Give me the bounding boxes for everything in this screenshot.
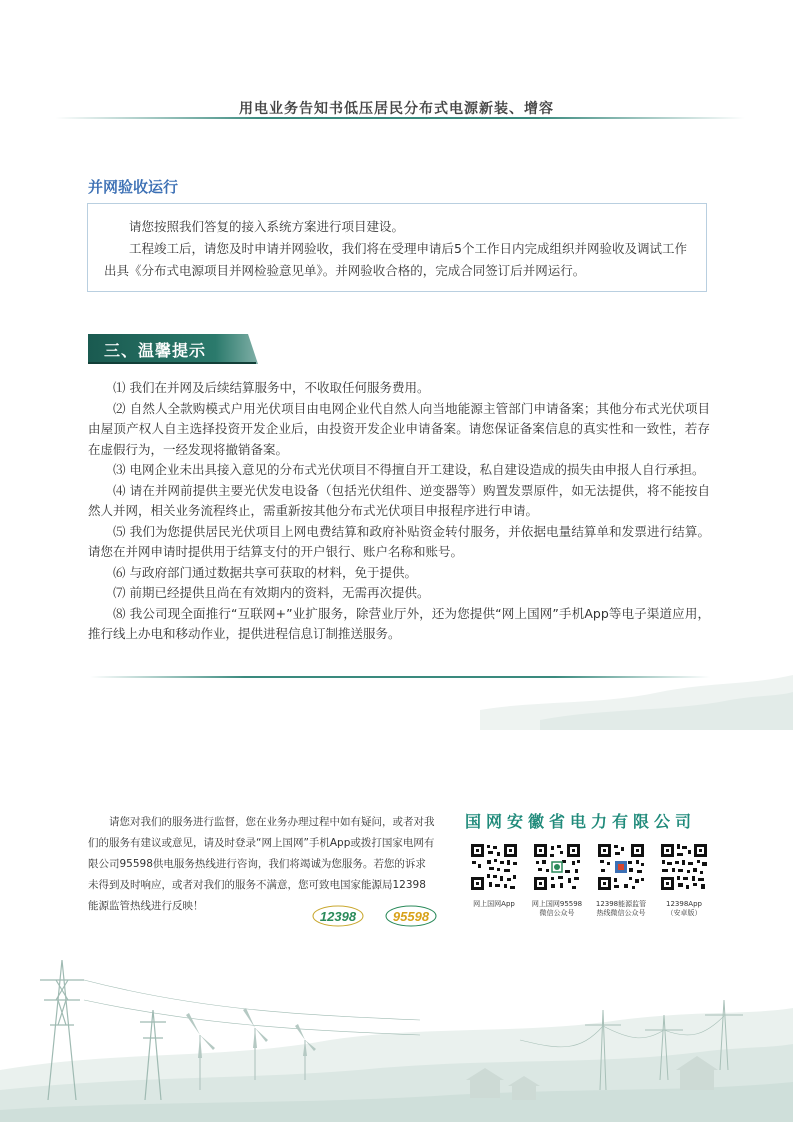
qr-12398-app[interactable] [656, 842, 712, 918]
tip-item: ⑻ 我公司现全面推行“互联网+”业扩服务，除营业厅外，还为您提供“网上国网”手机App等电子渠道应用，推行线上办电和移动作业，提供进程信息订制推送服务。 [88, 605, 710, 641]
hotline-95598-logo [385, 903, 437, 927]
page-header-title: 用电业务告知书低压居民分布式电源新装、增容 [239, 101, 554, 117]
badge-95598-text: 95598 [393, 909, 430, 924]
supervision-notice [88, 812, 436, 917]
decorative-hills [480, 670, 793, 730]
qr-code-icon [596, 842, 646, 892]
qr-95598-wechat[interactable] [529, 842, 585, 918]
tip-item: ⑺ 前期已经提供且尚在有效期内的资料，无需再次提供。 [113, 585, 430, 600]
supervision-text: 请您对我们的服务进行监督，您在业务办理过程中如有疑问，或者对我们的服务有建议或意见，请及时登录“网上国网”手机App或拨打国家电网有限公司95598供电服务热线进行咨询，我们将竭诚为您服务。若您的诉求未得到及时响应，或者对我们的服务不满意，您可致电国家能源局12398能源监管热线进行反映！ [88, 816, 435, 912]
qr-label: 网上国网App [473, 900, 515, 908]
hotline-badges [312, 903, 453, 927]
company-name: 国网安徽省电力有限公司 [465, 812, 697, 831]
grid-acceptance-box [87, 203, 707, 292]
tip-item: ⑷ 请在并网前提供主要光伏发电设备（包括光伏组件、逆变器等）购置发票原件，如无法提供，将不能按自然人并网，相关业务流程终止，需重新按其他分布式光伏项目申报程序进行申请。 [88, 482, 710, 518]
badge-12398-text: 12398 [319, 909, 357, 924]
qr-12398-wechat[interactable] [593, 842, 649, 918]
tip-item: ⑸ 我们为您提供居民光伏项目上网电费结算和政府补贴资金转付服务，并依据电量结算单和发票进行结算。请您在并网申请时提供用于结算支付的开户银行、账户名称和账号。 [88, 523, 710, 559]
tips-list [88, 378, 710, 645]
qr-label: 12398App （安卓版） [666, 900, 702, 917]
qr-label: 网上国网95598 微信公众号 [531, 900, 583, 917]
hotline-12398-logo [312, 903, 364, 927]
qr-code-icon [532, 842, 582, 892]
tips-banner [88, 334, 258, 364]
tip-item: ⑵ 自然人全款购模式户用光伏项目由电网企业代自然人向当地能源主管部门申请备案；其他分布式光伏项目由屋顶产权人自主选择投资开发企业后，由投资开发企业申请备案。请您保证备案信息的真实性和一致性，若存在虚假行为，一经发现将撤销备案。 [88, 400, 710, 457]
tip-item: ⑶ 电网企业未出具接入意见的分布式光伏项目不得擅自开工建设，私自建设造成的损失由申报人自行承担。 [113, 462, 705, 477]
qr-label: 12398能源监管 热线微信公众号 [595, 900, 647, 917]
qr-code-icon [659, 842, 709, 892]
tip-item: ⑴ 我们在并网及后续结算服务中，不收取任何服务费用。 [113, 380, 430, 395]
power-grid-landscape-illustration [0, 940, 793, 1122]
header-divider [55, 117, 745, 119]
grid-acceptance-heading: 并网验收运行 [88, 178, 179, 196]
tips-heading: 三、温馨提示 [104, 341, 207, 360]
grid-paragraph-1: 请您按照我们答复的接入系统方案进行项目建设。 [129, 219, 405, 234]
qr-wangshang-app[interactable] [466, 842, 522, 909]
grid-paragraph-2: 工程竣工后，请您及时申请并网验收，我们将在受理申请后5个工作日内完成组织并网验收及调试工作出具《分布式电源项目并网检验意见单》。并网验收合格的，完成合同签订后并网运行。 [104, 241, 687, 278]
section-divider [90, 676, 710, 678]
qr-code-icon [469, 842, 519, 892]
tip-item: ⑹ 与政府部门通过数据共享可获取的材料，免于提供。 [113, 564, 417, 580]
